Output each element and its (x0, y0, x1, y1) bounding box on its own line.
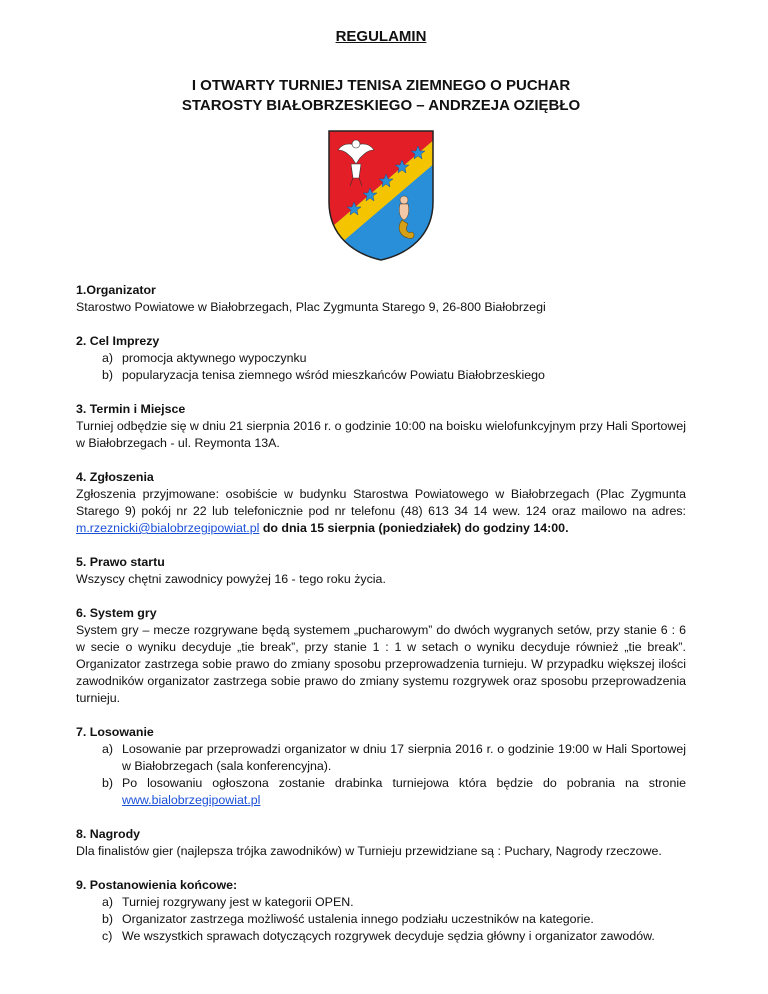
final-list (76, 894, 686, 945)
system-text: System gry – mecze rozgrywane będą systemem „pucharowym” do dwóch wygranych setów, przy stanie 6 : 6 w secie o wyniku decyduje „tie break”, przy stanie 1 : 1 w setach o wyniku decyduje również „tie break”. Organizator zastrzega sobie prawo do zmiany sposobu przeprowadzenia turnieju. W przypadku większej ilości zawodników organizator zastrzega sobie prawo do zmiany systemu rozgrywek oraz sposobu przeprowadzenia turnieju. (76, 623, 686, 705)
list-item (76, 911, 686, 928)
list-marker: a) (102, 351, 114, 365)
list-item-text: popularyzacja tenisa ziemnego wśród mieszkańców Powiatu Białobrzeskiego (122, 368, 545, 382)
entries-heading: 4. Zgłoszenia (76, 470, 154, 484)
coat-of-arms (76, 128, 686, 262)
subtitle-line-1: I OTWARTY TURNIEJ TENISA ZIEMNEGO O PUCHAR (191, 77, 571, 94)
prizes-heading: 8. Nagrody (76, 827, 141, 841)
list-item (76, 928, 686, 945)
organizer-text: Starostwo Powiatowe w Białobrzegach, Plac Zygmunta Starego 9, 26-800 Białobrzegi (76, 300, 546, 314)
list-item (76, 367, 686, 384)
list-item-text: Turniej rozgrywany jest w kategorii OPEN. (122, 895, 354, 909)
draw-list (76, 741, 686, 809)
section-system (76, 605, 686, 707)
section-eligibility (76, 554, 686, 588)
eligibility-text: Wszyscy chętni zawodnicy powyżej 16 - tego roku życia. (76, 572, 386, 586)
document-page (76, 26, 686, 945)
term-text: Turniej odbędzie się w dniu 21 sierpnia 2016 r. o godzinie 10:00 na boisku wielofunkcyjnym przy Hali Sportowej w Białobrzegach - ul. Reymonta 13A. (76, 419, 686, 450)
list-marker: b) (102, 776, 114, 790)
section-entries (76, 469, 686, 537)
entries-deadline: do dnia 15 sierpnia (poniedziałek) do godziny 14:00. (259, 521, 569, 535)
section-final (76, 877, 686, 945)
list-item-text: Organizator zastrzega możliwość ustalenia innego podziału uczestników na kategorie. (122, 912, 594, 926)
section-term (76, 401, 686, 452)
section-goal (76, 333, 686, 384)
system-heading: 6. System gry (76, 606, 157, 620)
list-marker: c) (102, 929, 113, 943)
prizes-text: Dla finalistów gier (najlepsza trójka zawodników) w Turnieju przewidziane są : Puchary, Nagrody rzeczowe. (76, 844, 662, 858)
list-marker: a) (102, 895, 114, 909)
list-item-text: Losowanie par przeprowadzi organizator w dniu 17 sierpnia 2016 r. o godzinie 19:00 w Hali Sportowej w Białobrzegach (sala konferencyjna). (122, 742, 686, 773)
entries-text (76, 486, 686, 537)
list-item (76, 350, 686, 367)
goal-heading: 2. Cel Imprezy (76, 334, 160, 348)
entries-text-main: Zgłoszenia przyjmowane: osobiście w budynku Starostwa Powiatowego w Białobrzegach (Plac Zygmunta Starego 9) pokój nr 22 lub telefonicznie pod nr telefonu (48) 613 34 14 wew. 124 oraz mailowo na adres: (76, 487, 686, 518)
final-heading: 9. Postanowienia końcowe: (76, 878, 238, 892)
list-item-text: Po losowaniu ogłoszona zostanie drabinka turniejowa która będzie do pobrania na stronie (122, 776, 686, 790)
section-draw (76, 724, 686, 809)
email-link[interactable]: m.rzeznicki@bialobrzegipowiat.pl (76, 521, 260, 535)
list-item-text: promocja aktywnego wypoczynku (122, 351, 307, 365)
section-prizes (76, 826, 686, 860)
website-link[interactable]: www.bialobrzegipowiat.pl (122, 793, 261, 807)
draw-heading: 7. Losowanie (76, 725, 154, 739)
eligibility-heading: 5. Prawo startu (76, 555, 165, 569)
list-item-text: We wszystkich sprawach dotyczących rozgrywek decyduje sędzia główny i organizator zawodów. (122, 929, 655, 943)
section-organizer (76, 282, 686, 316)
list-marker: b) (102, 912, 114, 926)
list-item (76, 894, 686, 911)
list-item (76, 741, 686, 775)
term-heading: 3. Termin i Miejsce (76, 402, 186, 416)
document-title: REGULAMIN (335, 28, 427, 45)
list-marker: a) (102, 742, 114, 756)
goal-list (76, 350, 686, 384)
coat-of-arms-icon (326, 128, 436, 262)
list-marker: b) (102, 368, 114, 382)
list-item (76, 775, 686, 809)
organizer-heading: 1.Organizator (76, 283, 156, 297)
subtitle-line-2: STAROSTY BIAŁOBRZESKIEGO – ANDRZEJA OZIĘBŁO (181, 97, 581, 114)
document-subtitle (76, 76, 686, 116)
